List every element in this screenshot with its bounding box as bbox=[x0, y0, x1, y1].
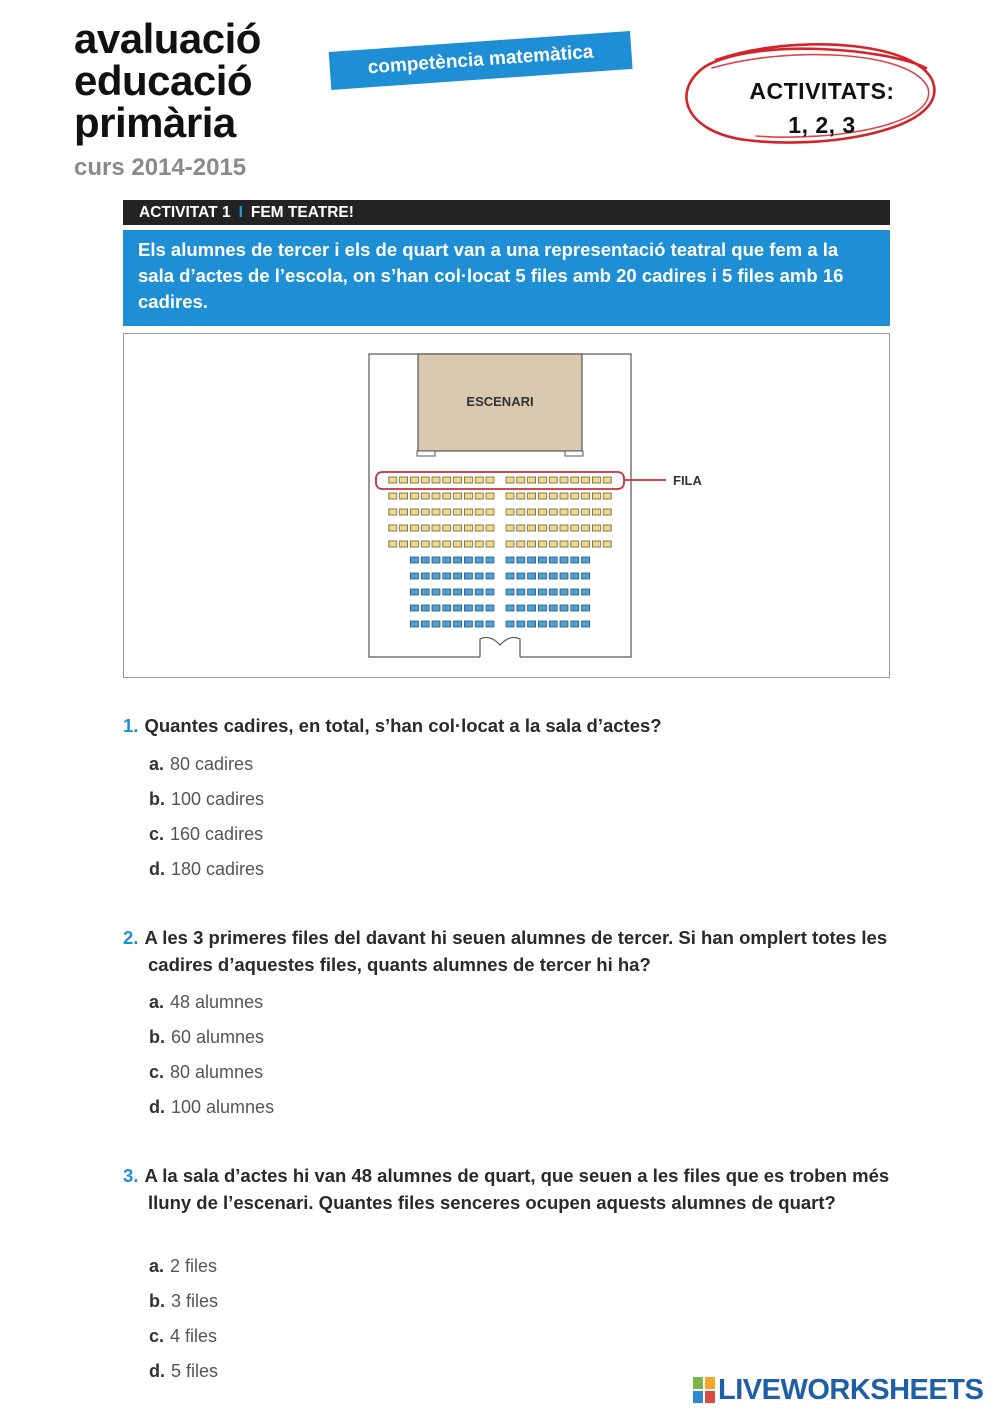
seat bbox=[582, 605, 590, 611]
option-letter: d. bbox=[149, 1097, 165, 1117]
seat bbox=[454, 557, 462, 563]
option-text: 2 files bbox=[170, 1256, 218, 1276]
seat bbox=[571, 477, 579, 483]
q1-option-a[interactable] bbox=[149, 752, 264, 787]
seat bbox=[528, 589, 536, 595]
seat bbox=[549, 573, 557, 579]
seat bbox=[517, 589, 525, 595]
seat bbox=[464, 557, 472, 563]
seat bbox=[549, 605, 557, 611]
option-text: 80 cadires bbox=[170, 754, 254, 774]
option-letter: c. bbox=[149, 1062, 165, 1082]
seat bbox=[432, 493, 440, 499]
seat bbox=[389, 541, 397, 547]
activities-text bbox=[696, 74, 948, 142]
seat bbox=[506, 621, 514, 627]
seat bbox=[475, 525, 483, 531]
activity-separator: I bbox=[238, 204, 243, 221]
option-text: 48 alumnes bbox=[170, 992, 264, 1012]
seat bbox=[432, 589, 440, 595]
door-gap bbox=[480, 652, 520, 660]
seat bbox=[432, 621, 440, 627]
seat bbox=[486, 493, 494, 499]
seat bbox=[443, 621, 451, 627]
seat bbox=[410, 589, 418, 595]
option-text: 100 cadires bbox=[171, 789, 265, 809]
q2-option-c[interactable] bbox=[149, 1060, 274, 1095]
stage-label: ESCENARI bbox=[466, 394, 534, 409]
seat bbox=[538, 573, 546, 579]
seat bbox=[454, 573, 462, 579]
seat bbox=[603, 541, 611, 547]
question-3-options bbox=[149, 1254, 218, 1394]
seat bbox=[549, 541, 557, 547]
seat bbox=[389, 493, 397, 499]
activity-title: FEM TEATRE! bbox=[250, 204, 354, 221]
seat bbox=[410, 605, 418, 611]
seat bbox=[464, 477, 472, 483]
seat bbox=[464, 541, 472, 547]
seat bbox=[528, 493, 536, 499]
liveworksheets-mark-icon bbox=[693, 1377, 715, 1403]
seat bbox=[517, 493, 525, 499]
option-text: 100 alumnes bbox=[171, 1097, 275, 1117]
stage-step-left bbox=[417, 451, 435, 456]
seat bbox=[538, 621, 546, 627]
option-letter: c. bbox=[149, 824, 165, 844]
q2-option-b[interactable] bbox=[149, 1025, 274, 1060]
seat bbox=[421, 541, 429, 547]
seat bbox=[549, 477, 557, 483]
seat bbox=[560, 589, 568, 595]
seat bbox=[464, 493, 472, 499]
seat bbox=[571, 605, 579, 611]
seat bbox=[538, 509, 546, 515]
seat bbox=[421, 477, 429, 483]
seat bbox=[506, 477, 514, 483]
seat bbox=[464, 621, 472, 627]
seat bbox=[560, 493, 568, 499]
seat bbox=[603, 493, 611, 499]
question-3-number: 3. bbox=[123, 1165, 139, 1186]
seat bbox=[443, 509, 451, 515]
stage-step-right bbox=[565, 451, 583, 456]
seat bbox=[560, 621, 568, 627]
question-2-number: 2. bbox=[123, 927, 139, 948]
seat bbox=[389, 477, 397, 483]
seat bbox=[560, 525, 568, 531]
seat bbox=[475, 589, 483, 595]
seat bbox=[592, 509, 600, 515]
seat bbox=[538, 589, 546, 595]
option-letter: a. bbox=[149, 754, 165, 774]
activities-numbers: 1, 2, 3 bbox=[788, 112, 856, 138]
question-2 bbox=[123, 924, 893, 978]
seat bbox=[454, 493, 462, 499]
course-year: curs 2014-2015 bbox=[74, 154, 247, 181]
seat bbox=[410, 573, 418, 579]
question-2-text: A les 3 primeres files del davant hi seuen alumnes de tercer. Si han omplert totes les cadires d’aquestes files, quants alumnes de tercer hi ha? bbox=[144, 927, 888, 975]
seat bbox=[506, 605, 514, 611]
seat bbox=[528, 557, 536, 563]
seat bbox=[560, 477, 568, 483]
seat bbox=[421, 493, 429, 499]
seat bbox=[475, 621, 483, 627]
seat bbox=[582, 509, 590, 515]
title-line-1: avaluació bbox=[74, 15, 261, 62]
seat bbox=[475, 605, 483, 611]
seat bbox=[528, 621, 536, 627]
option-text: 180 cadires bbox=[171, 859, 265, 879]
seat bbox=[464, 605, 472, 611]
seat bbox=[475, 509, 483, 515]
competence-tag: competència matemàtica bbox=[329, 31, 633, 90]
seat bbox=[571, 493, 579, 499]
seat bbox=[410, 621, 418, 627]
option-letter: a. bbox=[149, 992, 165, 1012]
question-3 bbox=[123, 1162, 893, 1216]
seat bbox=[410, 541, 418, 547]
seat bbox=[432, 509, 440, 515]
header-title bbox=[74, 15, 261, 146]
option-letter: b. bbox=[149, 789, 165, 809]
seat bbox=[443, 541, 451, 547]
seat bbox=[592, 541, 600, 547]
seat bbox=[528, 477, 536, 483]
seat bbox=[432, 477, 440, 483]
q2-option-d[interactable] bbox=[149, 1095, 274, 1130]
seat bbox=[571, 589, 579, 595]
q2-option-a[interactable] bbox=[149, 990, 274, 1025]
option-letter: c. bbox=[149, 1326, 165, 1346]
seat bbox=[571, 541, 579, 547]
seat bbox=[538, 557, 546, 563]
seat bbox=[454, 541, 462, 547]
seat bbox=[582, 541, 590, 547]
seat bbox=[549, 621, 557, 627]
theatre-plan bbox=[124, 334, 891, 679]
seat bbox=[421, 573, 429, 579]
row-label: FILA bbox=[673, 473, 702, 488]
seat bbox=[400, 541, 408, 547]
seat bbox=[432, 525, 440, 531]
seat bbox=[443, 573, 451, 579]
seat bbox=[506, 493, 514, 499]
liveworksheets-logo bbox=[693, 1374, 983, 1406]
seat bbox=[571, 557, 579, 563]
seat bbox=[443, 525, 451, 531]
seat bbox=[454, 477, 462, 483]
seat bbox=[517, 621, 525, 627]
seat bbox=[517, 573, 525, 579]
seat bbox=[475, 557, 483, 563]
option-text: 80 alumnes bbox=[170, 1062, 264, 1082]
option-letter: a. bbox=[149, 1256, 165, 1276]
seat bbox=[560, 605, 568, 611]
seat bbox=[486, 573, 494, 579]
seat bbox=[389, 509, 397, 515]
seat bbox=[421, 509, 429, 515]
seat bbox=[517, 477, 525, 483]
option-letter: b. bbox=[149, 1027, 165, 1047]
seat bbox=[486, 589, 494, 595]
seat bbox=[486, 525, 494, 531]
seat bbox=[464, 509, 472, 515]
seat bbox=[432, 541, 440, 547]
seat bbox=[421, 525, 429, 531]
option-text: 5 files bbox=[171, 1361, 219, 1381]
seat bbox=[517, 525, 525, 531]
seat bbox=[410, 557, 418, 563]
seat bbox=[421, 621, 429, 627]
seat bbox=[549, 525, 557, 531]
q1-option-c[interactable] bbox=[149, 822, 264, 857]
seat bbox=[560, 541, 568, 547]
option-letter: d. bbox=[149, 1361, 165, 1381]
seat bbox=[443, 493, 451, 499]
q1-option-b[interactable] bbox=[149, 787, 264, 822]
option-text: 60 alumnes bbox=[171, 1027, 265, 1047]
seat bbox=[506, 589, 514, 595]
seat bbox=[571, 621, 579, 627]
option-text: 3 files bbox=[171, 1291, 219, 1311]
seat bbox=[592, 477, 600, 483]
seat bbox=[410, 525, 418, 531]
seat bbox=[400, 509, 408, 515]
seat bbox=[560, 509, 568, 515]
activity-intro: Els alumnes de tercer i els de quart van a una representació teatral que fem a la sala d’actes de l’escola, on s’han col·locat 5 files amb 20 cadires i 5 files amb 16 cadires. bbox=[123, 230, 890, 326]
question-3-text: A la sala d’actes hi van 48 alumnes de quart, que seuen a les files que es troben més lluny de l’escenari. Quantes files senceres ocupen aquests alumnes de quart? bbox=[144, 1165, 890, 1213]
seat bbox=[506, 541, 514, 547]
seat bbox=[582, 589, 590, 595]
seat bbox=[528, 605, 536, 611]
seat bbox=[454, 605, 462, 611]
q1-option-d[interactable] bbox=[149, 857, 264, 892]
seat bbox=[410, 509, 418, 515]
seat bbox=[603, 509, 611, 515]
seat bbox=[528, 541, 536, 547]
seat bbox=[432, 573, 440, 579]
seat bbox=[517, 557, 525, 563]
seat bbox=[486, 541, 494, 547]
question-1 bbox=[123, 712, 903, 739]
option-letter: d. bbox=[149, 859, 165, 879]
option-text: 160 cadires bbox=[170, 824, 264, 844]
seat bbox=[486, 509, 494, 515]
seat bbox=[475, 493, 483, 499]
seat bbox=[486, 557, 494, 563]
seat bbox=[549, 557, 557, 563]
seat bbox=[454, 509, 462, 515]
seat bbox=[410, 493, 418, 499]
activity-title-bar bbox=[123, 200, 890, 225]
seat bbox=[432, 605, 440, 611]
seat bbox=[486, 621, 494, 627]
seat bbox=[582, 493, 590, 499]
seat bbox=[506, 525, 514, 531]
seat bbox=[603, 477, 611, 483]
activity-label: ACTIVITAT 1 bbox=[139, 204, 231, 221]
seat bbox=[549, 493, 557, 499]
seat bbox=[582, 557, 590, 563]
q3-option-a[interactable] bbox=[149, 1254, 218, 1289]
seat bbox=[443, 477, 451, 483]
seat bbox=[400, 525, 408, 531]
question-2-options bbox=[149, 990, 274, 1130]
seat bbox=[475, 541, 483, 547]
seat bbox=[400, 477, 408, 483]
seat bbox=[421, 605, 429, 611]
seat bbox=[486, 477, 494, 483]
seat bbox=[582, 573, 590, 579]
seat bbox=[389, 525, 397, 531]
seat bbox=[571, 509, 579, 515]
seat bbox=[454, 525, 462, 531]
seat bbox=[517, 605, 525, 611]
seat bbox=[400, 493, 408, 499]
seat bbox=[506, 557, 514, 563]
seat bbox=[528, 525, 536, 531]
liveworksheets-text: LIVEWORKSHEETS bbox=[718, 1373, 984, 1406]
activities-label: ACTIVITATS: bbox=[749, 78, 895, 104]
seat bbox=[517, 541, 525, 547]
seat bbox=[464, 589, 472, 595]
seat bbox=[517, 509, 525, 515]
seat bbox=[560, 557, 568, 563]
seat bbox=[443, 589, 451, 595]
seat bbox=[538, 493, 546, 499]
activities-circle bbox=[676, 38, 950, 150]
seat bbox=[506, 573, 514, 579]
seat bbox=[592, 493, 600, 499]
seat bbox=[549, 589, 557, 595]
seat bbox=[464, 525, 472, 531]
title-line-3: primària bbox=[74, 99, 236, 146]
seat bbox=[571, 525, 579, 531]
question-1-options bbox=[149, 752, 264, 892]
seat bbox=[421, 589, 429, 595]
seat bbox=[454, 621, 462, 627]
q3-option-c[interactable] bbox=[149, 1324, 218, 1359]
seat bbox=[549, 509, 557, 515]
seat bbox=[582, 477, 590, 483]
seat bbox=[464, 573, 472, 579]
seat bbox=[475, 573, 483, 579]
seat bbox=[528, 509, 536, 515]
seat bbox=[582, 525, 590, 531]
seat bbox=[432, 557, 440, 563]
seat bbox=[571, 573, 579, 579]
q3-option-b[interactable] bbox=[149, 1289, 218, 1324]
seat bbox=[582, 621, 590, 627]
question-1-number: 1. bbox=[123, 715, 139, 736]
seat bbox=[475, 477, 483, 483]
title-line-2: educació bbox=[74, 57, 253, 104]
theatre-figure bbox=[123, 333, 890, 678]
seat bbox=[538, 605, 546, 611]
question-1-text: Quantes cadires, en total, s’han col·locat a la sala d’actes? bbox=[144, 715, 662, 736]
seat bbox=[560, 573, 568, 579]
seat bbox=[421, 557, 429, 563]
option-text: 4 files bbox=[170, 1326, 218, 1346]
seat bbox=[454, 589, 462, 595]
seat bbox=[592, 525, 600, 531]
seat bbox=[603, 525, 611, 531]
seat bbox=[506, 509, 514, 515]
q3-option-d[interactable] bbox=[149, 1359, 218, 1394]
seat bbox=[528, 573, 536, 579]
seat bbox=[486, 605, 494, 611]
seat bbox=[443, 605, 451, 611]
seat bbox=[538, 541, 546, 547]
seat bbox=[410, 477, 418, 483]
seat bbox=[538, 477, 546, 483]
seat bbox=[443, 557, 451, 563]
option-letter: b. bbox=[149, 1291, 165, 1311]
seat bbox=[538, 525, 546, 531]
